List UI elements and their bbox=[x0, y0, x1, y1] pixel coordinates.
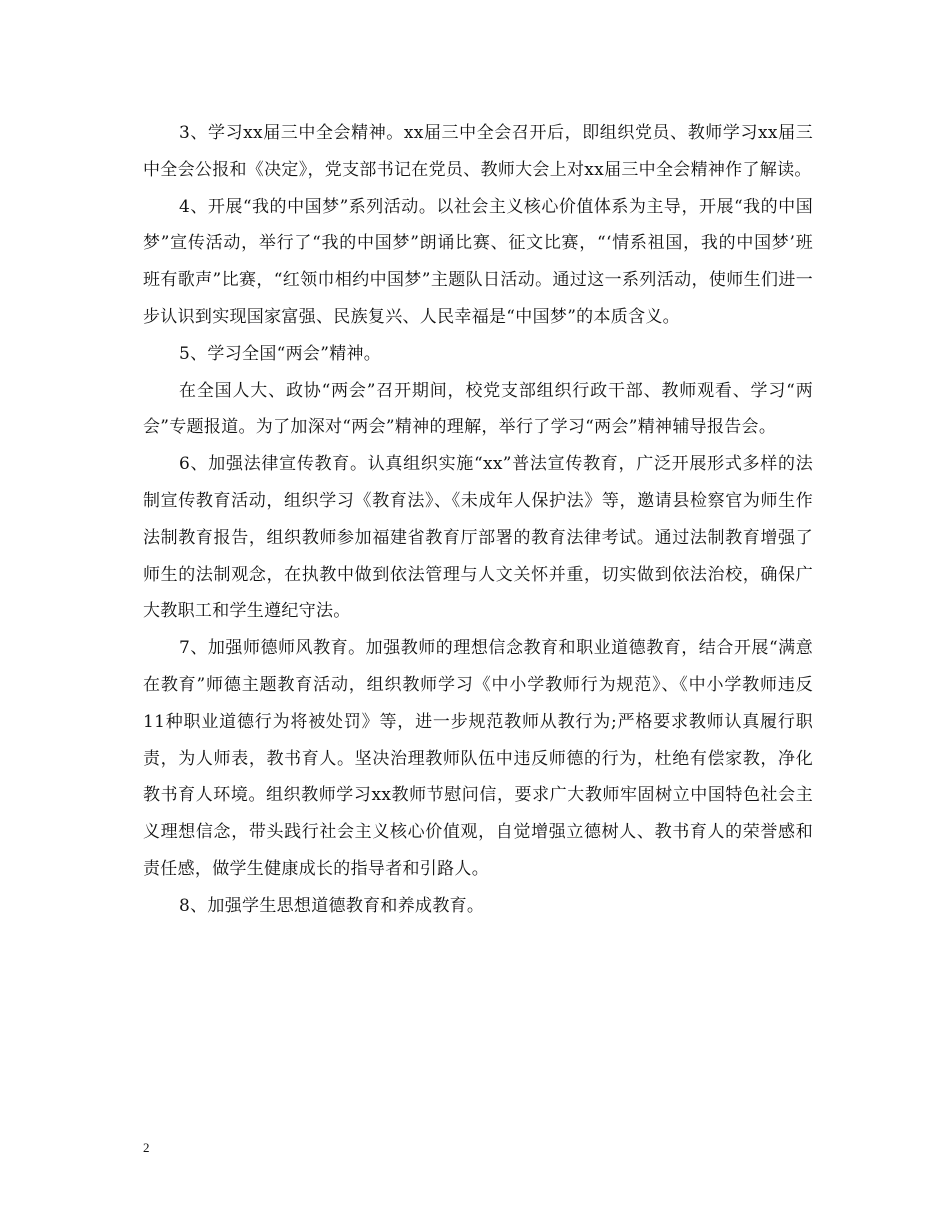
paragraph-item-3: 3、学习xx届三中全会精神。xx届三中全会召开后，即组织党员、教师学习xx届三中全会公报和《决定》，党支部书记在党员、教师大会上对xx届三中全会精神作了解读。 bbox=[143, 123, 813, 180]
document-body bbox=[143, 115, 813, 925]
paragraph-item-8: 8、加强学生思想道德教育和养成教育。 bbox=[179, 895, 485, 916]
paragraph-item-6: 6、加强法律宣传教育。认真组织实施“xx”普法宣传教育，广泛开展形式多样的法制宣传教育活动，组织学习《教育法》、《未成年人保护法》等，邀请县检察官为师生作法制教育报告，组织教师参加福建省教育厅部署的教育法律考试。通过法制教育增强了师生的法制观念，在执教中做到依法管理与人文关怀并重，切实做到依法治校，确保广大教职工和学生遵纪守法。 bbox=[143, 454, 813, 622]
paragraph-item-5: 5、学习全国“两会”精神。 bbox=[179, 343, 382, 364]
paragraph-item-4: 4、开展“我的中国梦”系列活动。以社会主义核心价值体系为主导，开展“我的中国梦”宣传活动，举行了“我的中国梦”朗诵比赛、征文比赛，“‘情系祖国，我的中国梦’班班有歌声”比赛，“红领巾相约中国梦”主题队日活动。通过这一系列活动，使师生们进一步认识到实现国家富强、民族复兴、人民幸福是“中国梦”的本质含义。 bbox=[143, 196, 813, 327]
page-number: 2 bbox=[143, 1140, 150, 1155]
paragraph-two-sessions: 在全国人大、政协“两会”召开期间，校党支部组织行政干部、教师观看、学习“两会”专题报道。为了加深对“两会”精神的理解，举行了学习“两会”精神辅导报告会。 bbox=[143, 380, 813, 438]
paragraph-item-7: 7、加强师德师风教育。加强教师的理想信念教育和职业道德教育，结合开展“满意在教育”师德主题教育活动，组织教师学习《中小学教师行为规范》、《中小学教师违反11种职业道德行为将被处罚》等，进一步规范教师从教行为;严格要求教师认真履行职责，为人师表，教书育人。坚决治理教师队伍中违反师德的行为，杜绝有偿家教，净化教书育人环境。组织教师学习xx教师节慰问信，要求广大教师牢固树立中国特色社会主义理想信念，带头践行社会主义核心价值观，自觉增强立德树人、教书育人的荣誉感和责任感，做学生健康成长的指导者和引路人。 bbox=[143, 638, 813, 879]
